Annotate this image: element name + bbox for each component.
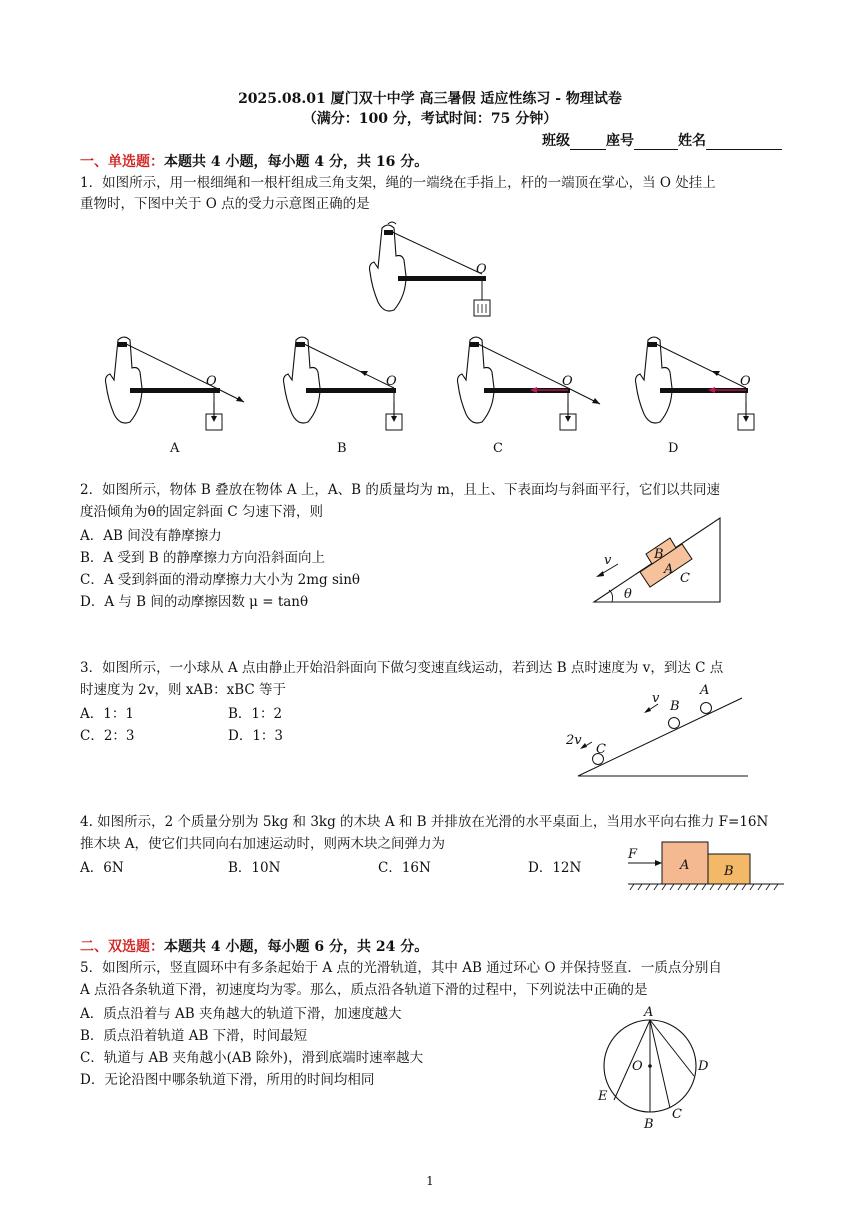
q2-option-b[interactable]: B．A 受到 B 的静摩擦力方向沿斜面向上 — [80, 550, 325, 566]
q1-option-figure-b — [276, 330, 436, 442]
section-1-label: 一、单选题： — [80, 154, 164, 170]
q4-option-a[interactable]: A．6N — [80, 860, 124, 876]
q5-text-line2: A 点沿各条轨道下滑，初速度均为零。那么，质点沿各轨道下滑的过程中，下列说法中正确的是 — [80, 982, 648, 998]
q3-slope-figure — [562, 682, 752, 782]
q3-option-c[interactable]: C．2：3 — [80, 728, 135, 744]
q3-label-c: C — [596, 742, 606, 757]
q5-label-d: D — [698, 1059, 709, 1074]
exam-subtitle: （满分：100 分，考试时间：75 分钟） — [302, 111, 558, 127]
section-1-heading — [80, 151, 428, 171]
student-info-line — [542, 130, 782, 150]
svg-text:O: O — [740, 374, 751, 389]
exam-title: 2025.08.01 厦门双十中学 高三暑假 适应性练习 - 物理试卷 — [238, 91, 622, 107]
q2-option-a[interactable]: A．AB 间没有静摩擦力 — [80, 528, 222, 544]
q1-option-figure-a — [98, 330, 258, 442]
q2-option-c[interactable]: C．A 受到斜面的滑动摩擦力大小为 2mg sinθ — [80, 572, 361, 588]
q1-choice-d[interactable]: D — [668, 441, 679, 456]
q5-label-c: C — [672, 1107, 682, 1122]
q1-main-figure — [360, 218, 510, 326]
q1-text-line2: 重物时，下图中关于 O 点的受力示意图正确的是 — [80, 196, 370, 212]
q3-option-a[interactable]: A．1：1 — [80, 706, 134, 722]
section-2-label: 二、双选题： — [80, 939, 164, 955]
seat-label: 座号 — [606, 133, 634, 149]
q1-choice-c[interactable]: C — [493, 441, 503, 456]
q2-incline-figure — [588, 512, 728, 607]
q1-main-point-o: O — [476, 262, 487, 277]
q4-option-b[interactable]: B．10N — [228, 860, 281, 876]
q1-option-figure-d — [628, 330, 788, 442]
q5-text-line1: 5．如图所示，竖直圆环中有多条起始于 A 点的光滑轨道，其中 AB 通过环心 O 并保持竖直．一质点分别自 — [80, 960, 722, 976]
q3-label-b: B — [670, 699, 680, 714]
q3-label-v: v — [652, 691, 660, 706]
svg-text:O: O — [562, 374, 573, 389]
q2-label-v: v — [604, 553, 612, 568]
name-label: 姓名 — [678, 133, 706, 149]
q3-option-d[interactable]: D．1：3 — [228, 728, 284, 744]
q4-label-f: F — [628, 847, 638, 862]
q4-label-b: B — [724, 864, 734, 879]
page-number: 1 — [426, 1174, 434, 1188]
q5-label-b: B — [644, 1117, 654, 1132]
q5-label-a: A — [644, 1005, 654, 1020]
q3-label-a: A — [700, 683, 710, 698]
q3-text-line1: 3．如图所示，一小球从 A 点由静止开始沿斜面向下做匀变速直线运动，若到达 B 点时速度为 v，到达 C 点 — [80, 660, 724, 676]
section-2-desc: 本题共 4 小题，每小题 6 分，共 24 分。 — [164, 939, 429, 955]
q2-label-a: A — [664, 562, 674, 577]
q2-text-line2: 度沿倾角为θ的固定斜面 C 匀速下滑，则 — [80, 504, 324, 520]
section-2-heading — [80, 936, 428, 956]
q1-option-figure-c — [450, 330, 610, 442]
q5-option-c[interactable]: C．轨道与 AB 夹角越小(AB 除外)，滑到底端时速率越大 — [80, 1050, 424, 1066]
q3-label-2v: 2v — [566, 733, 582, 748]
section-1-desc: 本题共 4 小题，每小题 4 分，共 16 分。 — [164, 154, 429, 170]
q1-choice-a[interactable]: A — [170, 441, 180, 456]
q4-blocks-figure — [620, 840, 790, 896]
q3-option-b[interactable]: B．1：2 — [228, 706, 283, 722]
q1-text-line1: 1．如图所示，用一根细绳和一根杆组成三角支架，绳的一端绕在手指上，杆的一端顶在掌心，当 O 处挂上 — [80, 175, 716, 191]
q5-option-a[interactable]: A．质点沿着与 AB 夹角越大的轨道下滑，加速度越大 — [80, 1006, 402, 1022]
q2-option-d[interactable]: D．A 与 B 间的动摩擦因数 μ = tanθ — [80, 594, 309, 610]
q4-text-line2: 推木块 A，使它们共同向右加速运动时，则两木块之间弹力为 — [80, 836, 446, 852]
name-blank[interactable] — [706, 135, 782, 150]
q5-label-e: E — [598, 1089, 608, 1104]
q2-label-c: C — [680, 571, 690, 586]
q4-text-line1: 4. 如图所示，2 个质量分别为 5kg 和 3kg 的木块 A 和 B 并排放在光滑的水平桌面上，当用水平向右推力 F=16N — [80, 814, 769, 830]
q1-choice-b[interactable]: B — [337, 441, 347, 456]
svg-text:O: O — [206, 374, 217, 389]
q5-circle-figure — [590, 1004, 730, 1134]
q4-option-c[interactable]: C．16N — [378, 860, 431, 876]
q5-option-d[interactable]: D．无论沿图中哪条轨道下滑，所用的时间均相同 — [80, 1072, 375, 1088]
class-blank[interactable] — [570, 135, 606, 150]
svg-text:O: O — [386, 374, 397, 389]
q2-label-b: B — [654, 547, 664, 562]
q5-option-b[interactable]: B．质点沿着轨道 AB 下滑，时间最短 — [80, 1028, 308, 1044]
class-label: 班级 — [542, 133, 570, 149]
q3-text-line2: 时速度为 2v，则 xAB：xBC 等于 — [80, 682, 286, 698]
q4-label-a: A — [680, 858, 690, 873]
q4-option-d[interactable]: D．12N — [528, 860, 582, 876]
q2-text-line1: 2．如图所示，物体 B 叠放在物体 A 上，A、B 的质量均为 m，且上、下表面均与斜面平行，它们以共同速 — [80, 482, 720, 498]
q5-label-o: O — [632, 1059, 643, 1074]
q2-label-theta: θ — [624, 587, 632, 602]
seat-blank[interactable] — [634, 135, 678, 150]
